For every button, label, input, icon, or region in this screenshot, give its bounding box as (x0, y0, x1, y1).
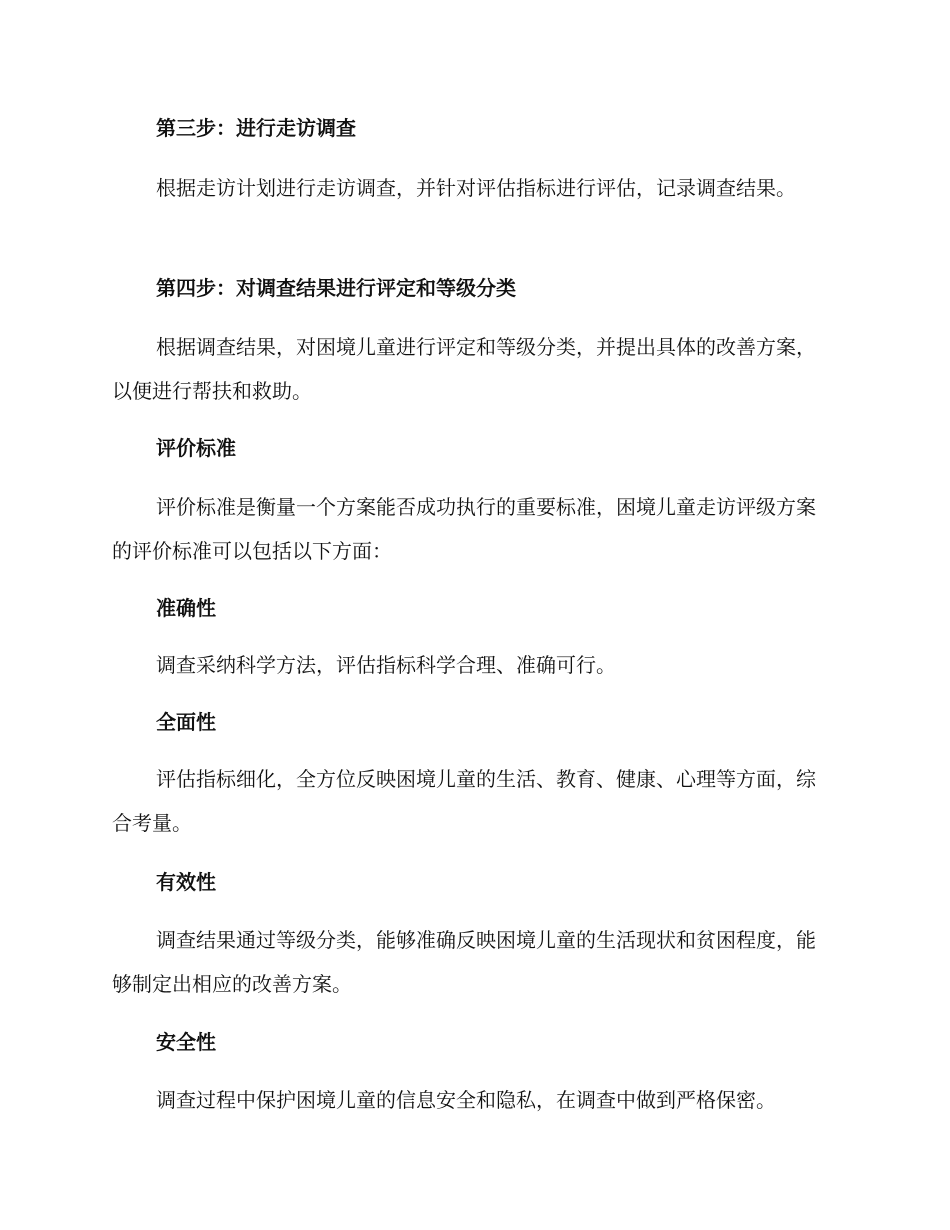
accuracy-heading: 准确性 (156, 596, 216, 620)
accuracy-paragraph: 调查采纳科学方法，评估指标科学合理、准确可行。 (156, 653, 616, 677)
step4-paragraph: 根据调查结果，对困境儿童进行评定和等级分类，并提出具体的改善方案，以便进行帮扶和救助。 (112, 335, 816, 403)
comprehensiveness-heading: 全面性 (156, 710, 216, 734)
comprehensiveness-paragraph: 评估指标细化，全方位反映困境儿童的生活、教育、健康、心理等方面，综合考量。 (112, 767, 816, 835)
security-paragraph: 调查过程中保护困境儿童的信息安全和隐私，在调查中做到严格保密。 (156, 1088, 776, 1112)
step3-heading: 第三步：进行走访调查 (156, 116, 356, 140)
effectiveness-paragraph: 调查结果通过等级分类，能够准确反映困境儿童的生活现状和贫困程度，能够制定出相应的改善方案。 (112, 928, 816, 996)
criteria-heading: 评价标准 (156, 436, 236, 460)
step3-paragraph: 根据走访计划进行走访调查，并针对评估指标进行评估，记录调查结果。 (156, 176, 796, 200)
security-heading: 安全性 (156, 1030, 216, 1054)
effectiveness-heading: 有效性 (156, 870, 216, 894)
criteria-paragraph: 评价标准是衡量一个方案能否成功执行的重要标准，困境儿童走访评级方案的评价标准可以包括以下方面： (112, 495, 816, 563)
step4-heading: 第四步：对调查结果进行评定和等级分类 (156, 276, 516, 300)
